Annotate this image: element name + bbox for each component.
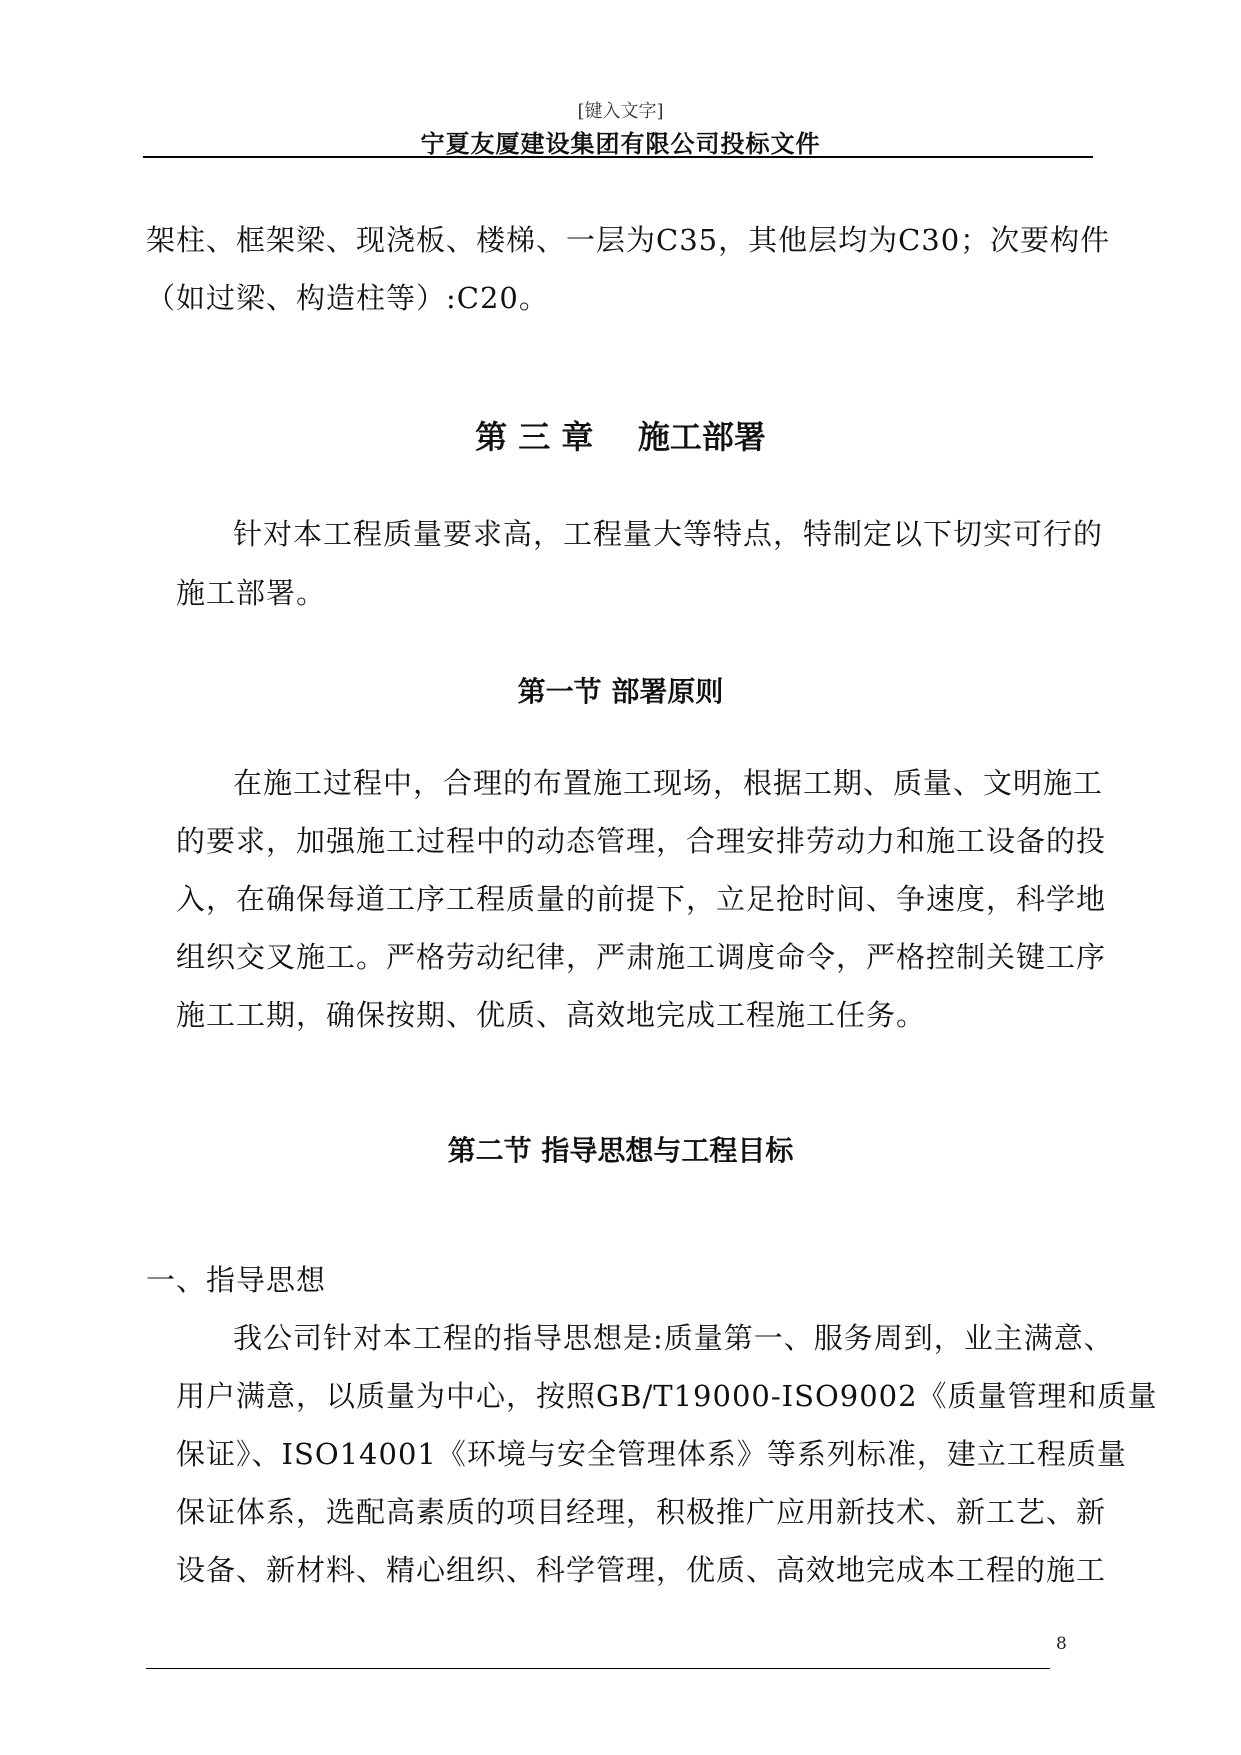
section-1-line-3: 入，在确保每道工序工程质量的前提下，立足抢时间、争速度，科学地 (176, 882, 1107, 916)
chapter-paragraph-line-1: 针对本工程质量要求高，工程量大等特点，特制定以下切实可行的 (233, 517, 1104, 551)
section-1-line-4: 组织交叉施工。严格劳动纪律，严肃施工调度命令，严格控制关键工序 (176, 940, 1107, 974)
section-1-line-2: 的要求，加强施工过程中的动态管理，合理安排劳动力和施工设备的投 (176, 824, 1107, 858)
chapter-title: 第 三 章 施工部署 (475, 418, 766, 456)
section-1-line-1: 在施工过程中，合理的布置施工现场，根据工期、质量、文明施工 (233, 766, 1104, 800)
page-number: 8 (1056, 1634, 1067, 1654)
section-2-line-5: 设备、新材料、精心组织、科学管理，优质、高效地完成本工程的施工 (176, 1553, 1107, 1587)
header-placeholder-text: [键入文字] (577, 101, 664, 122)
section-2-line-4: 保证体系，选配高素质的项目经理，积极推广应用新技术、新工艺、新 (176, 1495, 1107, 1529)
intro-line-2: （如过梁、构造柱等）:C20。 (146, 281, 549, 315)
section-1-line-5: 施工工期，确保按期、优质、高效地完成工程施工任务。 (176, 998, 927, 1032)
section-1-title: 第一节 部署原则 (517, 675, 724, 708)
chapter-paragraph-line-2: 施工部署。 (176, 576, 327, 610)
footer-divider (146, 1668, 1050, 1669)
section-2-title: 第二节 指导思想与工程目标 (447, 1134, 794, 1167)
document-header-title: 宁夏友厦建设集团有限公司投标文件 (420, 130, 821, 158)
section-2-subheading: 一、指导思想 (146, 1263, 327, 1297)
section-2-line-1: 我公司针对本工程的指导思想是:质量第一、服务周到，业主满意、 (233, 1321, 1114, 1355)
header-divider (143, 156, 1093, 158)
section-2-line-3: 保证》、ISO14001《环境与安全管理体系》等系列标准，建立工程质量 (176, 1437, 1127, 1471)
section-2-line-2: 用户满意，以质量为中心，按照GB/T19000-ISO9002《质量管理和质量 (176, 1379, 1158, 1413)
intro-line-1: 架柱、框架梁、现浇板、楼梯、一层为C35，其他层均为C30；次要构件 (146, 223, 1111, 257)
